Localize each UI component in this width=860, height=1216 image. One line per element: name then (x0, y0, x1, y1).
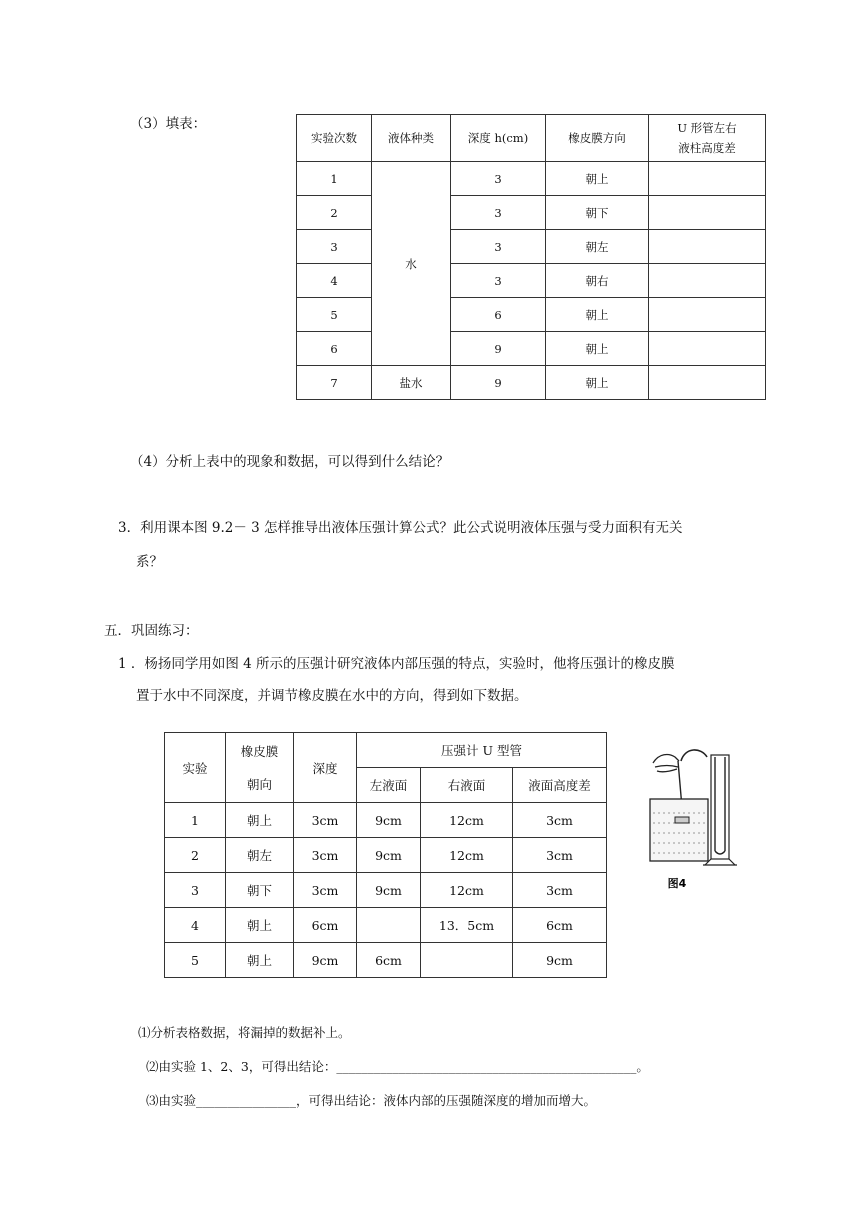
table-row: 2 3 朝下 (297, 196, 766, 230)
figure-4-pressure-gauge (645, 745, 737, 893)
header-height-diff: U 形管左右 液柱高度差 (649, 115, 766, 162)
q3-label: （3）填表： (130, 116, 207, 132)
table-row: 3 3 朝左 (297, 230, 766, 264)
blank-cell[interactable] (357, 908, 421, 943)
blank-cell[interactable] (649, 298, 766, 332)
header-depth: 深度 (294, 733, 357, 803)
blank-cell[interactable] (649, 230, 766, 264)
blank-cell[interactable] (649, 264, 766, 298)
blank-cell[interactable] (649, 366, 766, 400)
hand-holding-probe-icon (653, 755, 679, 772)
table-row: 6 9 朝上 (297, 332, 766, 366)
rubber-tube (681, 750, 707, 761)
header-level-diff: 液面高度差 (513, 768, 607, 803)
table-row: 5 朝上 9cm 6cm 9cm (165, 943, 607, 978)
table-row: 4 3 朝右 (297, 264, 766, 298)
blank-cell[interactable] (421, 943, 513, 978)
sub-question-2: ⑵由实验 1、2、3，可得出结论：________________________________________________。 (146, 1059, 649, 1074)
header-left-level: 左液面 (357, 768, 421, 803)
figure-label: 图4 (667, 877, 687, 890)
table-row: 7 盐水 9 朝上 (297, 366, 766, 400)
beaker-icon (650, 799, 708, 861)
blank-cell[interactable] (649, 332, 766, 366)
table-row: 5 6 朝上 (297, 298, 766, 332)
table-row: 3 朝下 3cm 9cm 12cm 3cm (165, 873, 607, 908)
header-gauge: 压强计 U 型管 (357, 733, 607, 768)
table-row: 2 朝左 3cm 9cm 12cm 3cm (165, 838, 607, 873)
experiment-table (296, 114, 766, 400)
pressure-gauge-table (164, 732, 607, 978)
header-direction: 橡皮膜方向 (546, 115, 649, 162)
table-row: 1 水 3 朝上 (297, 162, 766, 196)
table-row: 4 朝上 6cm 13．5cm 6cm (165, 908, 607, 943)
header-depth: 深度 h(cm) (451, 115, 546, 162)
section-title: 五．巩固练习： (104, 623, 199, 639)
header-experiment: 实验 (165, 733, 226, 803)
question-3-line2: 系？ (136, 554, 163, 570)
exercise-1-line1: 1 ．杨扬同学用如图 4 所示的压强计研究液体内部压强的特点，实验时，他将压强计的橡皮膜 (118, 656, 675, 672)
table-row: 1 朝上 3cm 9cm 12cm 3cm (165, 803, 607, 838)
sub-question-3: ⑶由实验________________，可得出结论：液体内部的压强随深度的增加而增大。 (146, 1093, 597, 1108)
header-count: 实验次数 (297, 115, 372, 162)
blank-cell[interactable] (649, 162, 766, 196)
header-liquid: 液体种类 (372, 115, 451, 162)
exercise-1-line2: 置于水中不同深度，并调节橡皮膜在水中的方向，得到如下数据。 (136, 688, 528, 704)
question-4: （4）分析上表中的现象和数据，可以得到什么结论？ (130, 454, 450, 470)
liquid-water: 水 (372, 162, 451, 366)
sub-question-1: ⑴分析表格数据，将漏掉的数据补上。 (138, 1025, 351, 1040)
blank-cell[interactable] (649, 196, 766, 230)
header-membrane: 橡皮膜 朝向 (226, 733, 294, 803)
question-3-line1: 3．利用课本图 9.2－ 3 怎样推导出液体压强计算公式？此公式说明液体压强与受力面积有无关 (118, 520, 683, 536)
header-right-level: 右液面 (421, 768, 513, 803)
